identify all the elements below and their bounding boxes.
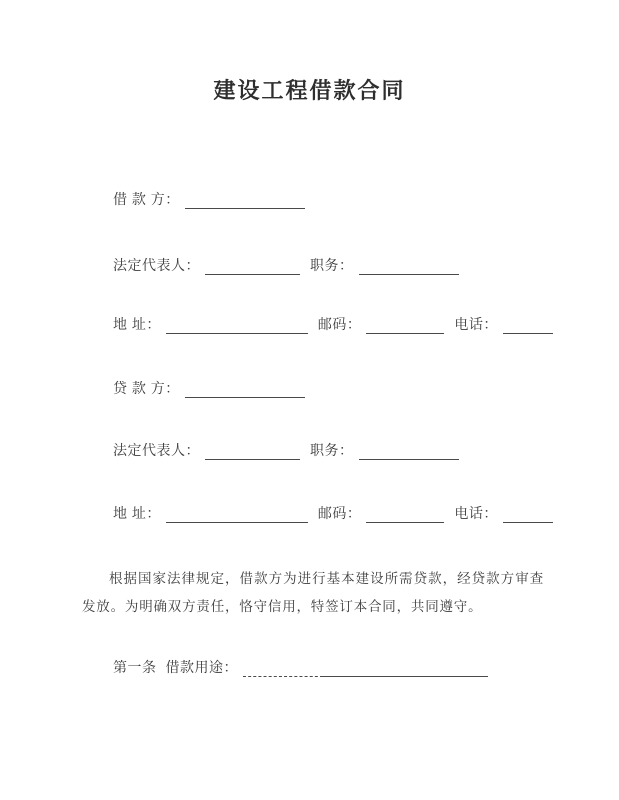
borrower-phone-label: 电话： xyxy=(454,316,498,332)
borrower-label: 借 款 方： xyxy=(113,191,180,207)
borrower-address-row xyxy=(113,314,553,334)
article-1-blank-dashed xyxy=(243,662,323,677)
lender-legal-rep-row xyxy=(113,440,459,460)
lender-address-blank xyxy=(166,508,308,523)
lender-phone-label: 电话： xyxy=(454,505,498,521)
borrower-phone-blank xyxy=(503,319,553,334)
borrower-postal-label: 邮码： xyxy=(317,316,362,332)
lender-position-label: 职务： xyxy=(310,442,354,458)
lender-name-blank xyxy=(185,383,305,398)
borrower-legal-rep-blank xyxy=(205,260,300,275)
contract-title: 建设工程借款合同 xyxy=(213,78,406,103)
lender-position-blank xyxy=(359,445,459,460)
lender-postal-blank xyxy=(366,508,444,523)
lender-name-row xyxy=(113,378,305,398)
lender-postal-label: 邮码： xyxy=(317,505,362,521)
borrower-name-row xyxy=(113,189,305,209)
lender-legal-rep-label: 法定代表人： xyxy=(113,442,200,458)
borrower-legal-rep-row xyxy=(113,255,459,275)
lender-phone-blank xyxy=(503,508,553,523)
article-1-number: 第一条 xyxy=(113,659,157,675)
borrower-address-blank xyxy=(166,319,308,334)
lender-address-row xyxy=(113,503,553,523)
article-1-blank-solid xyxy=(323,662,488,677)
article-1-row xyxy=(113,657,488,677)
borrower-position-blank xyxy=(359,260,459,275)
borrower-position-label: 职务： xyxy=(310,257,354,273)
contract-preamble: 根据国家法律规定，借款方为进行基本建设所需贷款，经贷款方审查发放。为明确双方责任，恪守信用，特签订本合同，共同遵守。 xyxy=(82,571,544,614)
article-1-label: 借款用途： xyxy=(165,659,238,675)
borrower-postal-blank xyxy=(366,319,444,334)
borrower-legal-rep-label: 法定代表人： xyxy=(113,257,200,273)
lender-label: 贷 款 方： xyxy=(113,380,180,396)
lender-address-label: 地 址： xyxy=(113,505,161,521)
borrower-name-blank xyxy=(185,194,305,209)
borrower-address-label: 地 址： xyxy=(113,316,161,332)
lender-legal-rep-blank xyxy=(205,445,300,460)
